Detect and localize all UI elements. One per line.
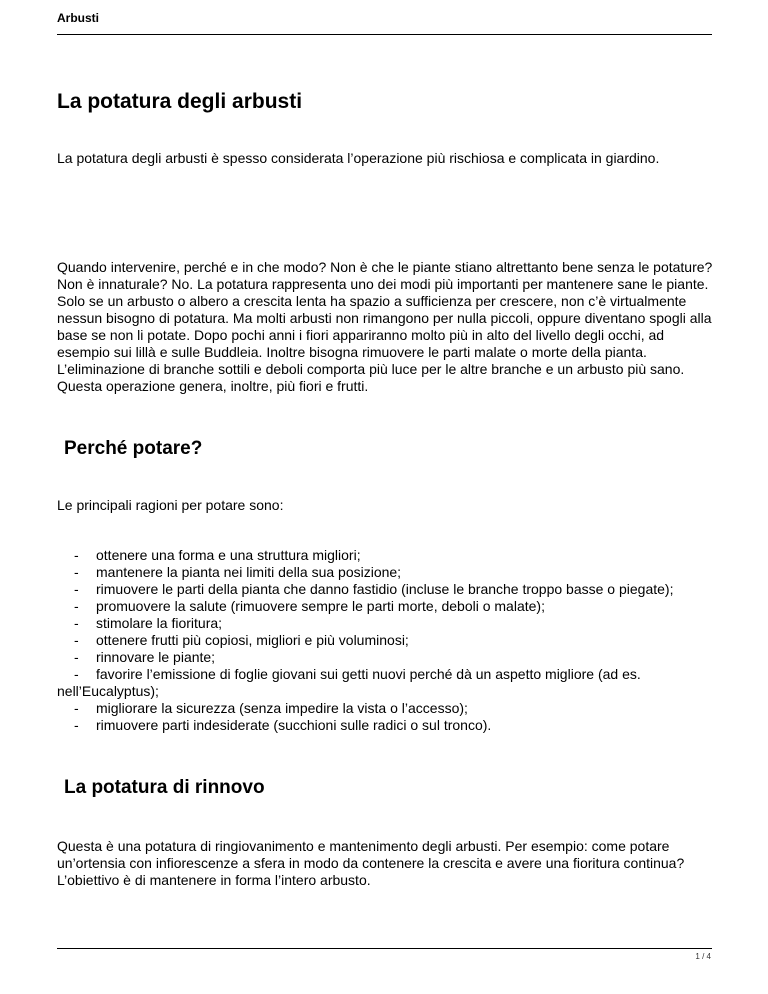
list-item: - rimuovere le parti della pianta che danno fastidio (incluse le branche troppo basse o piegate); — [74, 581, 674, 597]
list-item-text: rinnovare le piante; — [96, 649, 216, 665]
list-item-text: migliorare la sicurezza (senza impedire la vista o l’accesso); — [96, 700, 468, 716]
section-heading-rinnovo: La potatura di rinnovo — [64, 777, 265, 798]
header-divider — [57, 34, 712, 35]
list-item-text: favorire l’emissione di foglie giovani sui getti nuovi perché dà un aspetto migliore (ad es. nell’Eucalyptus); — [57, 666, 641, 699]
footer-divider — [57, 948, 712, 949]
main-paragraph: Quando intervenire, perché e in che modo? Non è che le piante stiano altrettanto bene senza le potature? Non è innaturale? No. La potatura rappresenta uno dei modi più importanti per mantenere sane le piante. Solo se un arbusto o albero a crescita lenta ha spazio a sufficienza per crescere, non c’è virtualmente nessun bisogno di potatura. Ma molti arbusti non rimangono per nulla piccoli, oppure diventano spogli alla base se non li potate. Dopo pochi anni i fiori appariranno molto più in alto del livello degli occhi, ad esempio sui lillà e sulle Buddleia. Inoltre bisogna rimuovere le parti malate o morte della pianta. L’eliminazione di branche sottili e deboli comporta più luce per le altre branche e un arbusto più sano. Questa operazione genera, inoltre, più fiori e frutti. — [57, 259, 713, 394]
list-item: - favorire l’emissione di foglie giovani sui getti nuovi perché dà un aspetto migliore (ad es. nell’Eucalyptus); — [57, 666, 641, 699]
list-item-text: promuovere la salute (rimuovere sempre le parti morte, deboli o malate); — [96, 598, 545, 614]
list-item: - stimolare la fioritura; — [74, 615, 223, 631]
reasons-intro-paragraph: Le principali ragioni per potare sono: — [57, 497, 284, 513]
list-item-text: ottenere frutti più copiosi, migliori e più voluminosi; — [96, 632, 409, 648]
list-item: - mantenere la pianta nei limiti della sua posizione; — [74, 564, 402, 580]
renewal-paragraph: Questa è una potatura di ringiovanimento e mantenimento degli arbusti. Per esempio: come potare un’ortensia con infiorescenze a sfera in modo da contenere la crescita e avere una fioritura continua? L’obiettivo è di mantenere in forma l’intero arbusto. — [57, 838, 685, 888]
reasons-list — [57, 547, 717, 734]
list-item: - ottenere frutti più copiosi, migliori e più voluminosi; — [74, 632, 409, 648]
list-item-text: mantenere la pianta nei limiti della sua posizione; — [96, 564, 402, 580]
section-heading-perche: Perché potare? — [64, 438, 203, 459]
document-header-title: Arbusti — [57, 11, 99, 25]
page-title: La potatura degli arbusti — [57, 90, 303, 113]
intro-paragraph: La potatura degli arbusti è spesso considerata l’operazione più rischiosa e complicata in giardino. — [57, 150, 660, 166]
list-item: - migliorare la sicurezza (senza impedire la vista o l’accesso); — [74, 700, 468, 716]
list-item-text: rimuovere le parti della pianta che danno fastidio (incluse le branche troppo basse o piegate); — [96, 581, 674, 597]
list-item: - rimuovere parti indesiderate (succhioni sulle radici o sul tronco). — [74, 717, 492, 733]
list-item: - promuovere la salute (rimuovere sempre le parti morte, deboli o malate); — [74, 598, 545, 614]
list-item-text: ottenere una forma e una struttura migliori; — [96, 547, 361, 563]
list-item: - ottenere una forma e una struttura migliori; — [74, 547, 361, 563]
list-item-text: stimolare la fioritura; — [96, 615, 223, 631]
list-item: - rinnovare le piante; — [74, 649, 216, 665]
list-item-text: rimuovere parti indesiderate (succhioni sulle radici o sul tronco). — [96, 717, 492, 733]
page-number: 1 / 4 — [695, 952, 711, 961]
